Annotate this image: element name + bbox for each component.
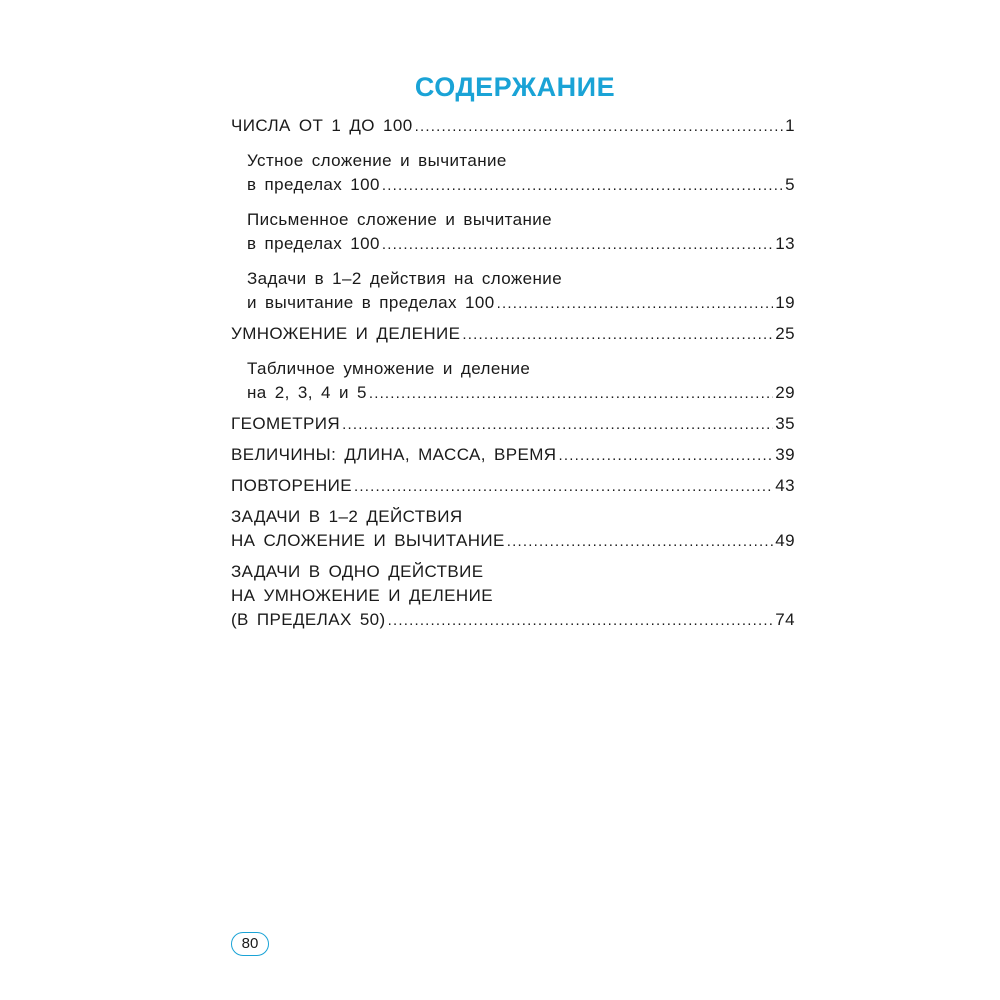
toc-page-number: 19 xyxy=(775,293,795,312)
toc-entry xyxy=(231,505,795,554)
toc-entry-row xyxy=(231,114,795,139)
toc-entry-text-line: ВЕЛИЧИНЫ: ДЛИНА, МАССА, ВРЕМЯ xyxy=(231,445,557,464)
toc-entry-text-line: на 2, 3, 4 и 5 xyxy=(247,383,367,402)
toc-page-number: 13 xyxy=(775,234,795,253)
toc-entry-row xyxy=(231,474,795,499)
toc-entry-row xyxy=(231,412,795,437)
toc-entry-row xyxy=(231,443,795,468)
toc-page-number: 35 xyxy=(775,414,795,433)
toc-entry-text-line: ЗАДАЧИ В 1–2 ДЕЙСТВИЯ xyxy=(231,507,463,526)
dot-leader xyxy=(354,475,773,499)
toc-entry-text-line: УМНОЖЕНИЕ И ДЕЛЕНИЕ xyxy=(231,324,461,343)
toc-entry-text-line: Табличное умножение и деление xyxy=(247,359,531,378)
dot-leader xyxy=(507,530,774,554)
toc-entry-text-line: НА УМНОЖЕНИЕ И ДЕЛЕНИЕ xyxy=(231,586,493,605)
toc-page-number: 29 xyxy=(775,383,795,402)
dot-leader xyxy=(342,413,773,437)
toc-entry-text-line: (В ПРЕДЕЛАХ 50) xyxy=(231,610,386,629)
dot-leader xyxy=(558,444,773,468)
dot-leader xyxy=(382,233,773,257)
toc-entry-row xyxy=(231,322,795,347)
toc-entry-text-line: НА СЛОЖЕНИЕ И ВЫЧИТАНИЕ xyxy=(231,531,505,550)
dot-leader xyxy=(369,382,773,406)
toc-entry xyxy=(231,357,795,406)
dot-leader xyxy=(497,292,774,316)
toc-page-number: 1 xyxy=(785,116,795,135)
toc-entry-text-line: ЗАДАЧИ В ОДНО ДЕЙСТВИЕ xyxy=(231,562,484,581)
toc-entry-text-line: в пределах 100 xyxy=(247,234,380,253)
dot-leader xyxy=(462,323,773,347)
toc-entry xyxy=(231,267,795,316)
toc-entry-row xyxy=(247,173,795,198)
toc-page-number: 5 xyxy=(785,175,795,194)
toc-page-number: 74 xyxy=(775,610,795,629)
toc-entry-text-line: в пределах 100 xyxy=(247,175,380,194)
toc-page-number: 43 xyxy=(775,476,795,495)
toc-entry xyxy=(231,322,795,347)
toc-entry xyxy=(231,149,795,198)
toc-entry xyxy=(231,560,795,633)
toc-entry-text-line: и вычитание в пределах 100 xyxy=(247,293,495,312)
page-number-badge: 80 xyxy=(231,932,269,956)
dot-leader xyxy=(382,174,783,198)
toc-entry-text-line: ЧИСЛА ОТ 1 ДО 100 xyxy=(231,116,413,135)
table-of-contents xyxy=(231,114,795,633)
toc-entry-text-line: ГЕОМЕТРИЯ xyxy=(231,414,341,433)
toc-entry-text-line: Устное сложение и вычитание xyxy=(247,151,507,170)
toc-entry-row xyxy=(247,291,795,316)
toc-page-number: 39 xyxy=(775,445,795,464)
toc-entry-text-line: ПОВТОРЕНИЕ xyxy=(231,476,352,495)
toc-page-number: 25 xyxy=(775,324,795,343)
toc-entry-text-line: Задачи в 1–2 действия на сложение xyxy=(247,269,563,288)
toc-entry xyxy=(231,208,795,257)
toc-entry-row xyxy=(247,381,795,406)
toc-entry xyxy=(231,474,795,499)
toc-entry xyxy=(231,443,795,468)
toc-entry-text-line: Письменное сложение и вычитание xyxy=(247,210,552,229)
toc-entry xyxy=(231,114,795,139)
toc-entry-row xyxy=(247,232,795,257)
toc-entry-row xyxy=(231,529,795,554)
dot-leader xyxy=(388,609,774,633)
toc-entry xyxy=(231,412,795,437)
toc-entry-row xyxy=(231,608,795,633)
toc-page-number: 49 xyxy=(775,531,795,550)
page-title: СОДЕРЖАНИЕ xyxy=(414,72,616,102)
dot-leader xyxy=(415,115,784,139)
